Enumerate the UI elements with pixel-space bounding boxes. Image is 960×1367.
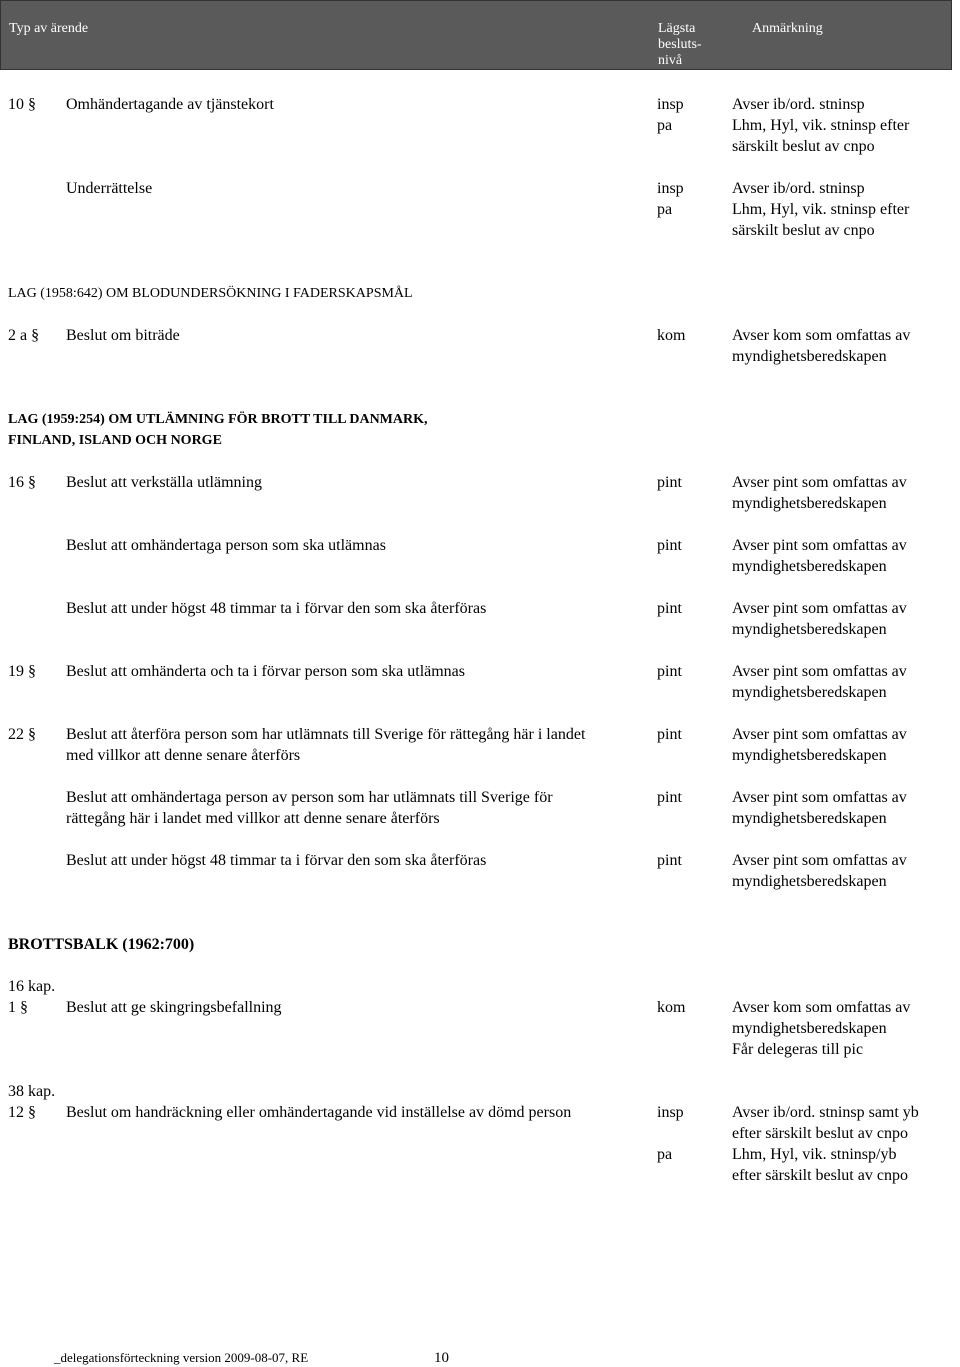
- row-note: Avser pint som omfattas av myndighetsberedskapen: [732, 600, 907, 638]
- section-number: 12 §: [8, 1104, 36, 1121]
- row-level: pint: [657, 663, 682, 680]
- table-header: [0, 0, 952, 70]
- row-text: Beslut att omhänderta och ta i förvar person som ska utlämnas: [66, 663, 466, 680]
- row-note: Avser ib/ord. stninsp samt yb efter särskilt beslut av cnpo Lhm, Hyl, vik. stninsp/yb efter särskilt beslut av cnpo: [732, 1104, 919, 1184]
- row-level: kom: [657, 327, 686, 344]
- row-text: Beslut att ge skingringsbefallning: [66, 999, 282, 1016]
- row-text: Beslut att under högst 48 timmar ta i förvar den som ska återföras: [66, 600, 487, 617]
- row-note: Avser ib/ord. stninsp Lhm, Hyl, vik. stninsp efter särskilt beslut av cnpo: [732, 180, 910, 239]
- row-note: Avser pint som omfattas av myndighetsberedskapen: [732, 726, 907, 764]
- row-level: insp pa: [657, 1104, 684, 1163]
- row-note: Avser pint som omfattas av myndighetsberedskapen: [732, 852, 907, 890]
- section-number: 10 §: [8, 96, 36, 113]
- row-text: Beslut att återföra person som har utlämnats till Sverige för rättegång här i landet med villkor att denne senare återförs: [66, 726, 586, 764]
- row-level: pint: [657, 537, 682, 554]
- section-heading: LAG (1958:642) OM BLODUNDERSÖKNING I FADERSKAPSMÅL: [8, 286, 413, 301]
- section-number: 22 §: [8, 726, 36, 743]
- row-note: Avser pint som omfattas av myndighetsberedskapen: [732, 663, 907, 701]
- row-text: Underrättelse: [66, 180, 153, 197]
- section-number: 16 §: [8, 474, 36, 491]
- row-note: Avser pint som omfattas av myndighetsberedskapen: [732, 474, 907, 512]
- row-text: Beslut om handräckning eller omhändertagande vid inställelse av dömd person: [66, 1104, 572, 1121]
- row-level: pint: [657, 789, 682, 806]
- row-level: kom: [657, 999, 686, 1016]
- row-level: pint: [657, 474, 682, 491]
- section-heading: BROTTSBALK (1962:700): [8, 936, 195, 953]
- row-note: Avser ib/ord. stninsp Lhm, Hyl, vik. stninsp efter särskilt beslut av cnpo: [732, 96, 910, 155]
- chapter-label: 38 kap.: [8, 1083, 56, 1100]
- row-text: Beslut att omhändertaga person av person som har utlämnats till Sverige för rättegång här i landet med villkor att denne senare återförs: [66, 789, 553, 827]
- row-text: Beslut att omhändertaga person som ska utlämnas: [66, 537, 386, 554]
- footer-filename: _delegationsförteckning version 2009-08-07, RE: [54, 1350, 309, 1365]
- row-level: pint: [657, 600, 682, 617]
- header-level: Lägsta besluts- nivå: [658, 21, 702, 68]
- row-level: pint: [657, 852, 682, 869]
- section-number: 19 §: [8, 663, 36, 680]
- header-note: Anmärkning: [752, 21, 823, 36]
- section-number: 2 a §: [8, 327, 40, 344]
- row-text: Beslut om biträde: [66, 327, 180, 344]
- section-heading: LAG (1959:254) OM UTLÄMNING FÖR BROTT TILL DANMARK, FINLAND, ISLAND OCH NORGE: [8, 412, 428, 448]
- chapter-label: 16 kap.: [8, 978, 56, 995]
- row-level: pint: [657, 726, 682, 743]
- row-text: Omhändertagande av tjänstekort: [66, 96, 274, 113]
- row-level: insp pa: [657, 96, 684, 134]
- row-level: insp pa: [657, 180, 684, 218]
- section-number: 1 §: [8, 999, 28, 1016]
- row-text: Beslut att under högst 48 timmar ta i förvar den som ska återföras: [66, 852, 487, 869]
- row-note: Avser kom som omfattas av myndighetsberedskapen Får delegeras till pic: [732, 999, 911, 1058]
- row-note: Avser pint som omfattas av myndighetsberedskapen: [732, 537, 907, 575]
- row-note: Avser kom som omfattas av myndighetsberedskapen: [732, 327, 911, 365]
- row-note: Avser pint som omfattas av myndighetsberedskapen: [732, 789, 907, 827]
- page-number: 10: [434, 1350, 449, 1366]
- row-text: Beslut att verkställa utlämning: [66, 474, 262, 491]
- header-type: Typ av ärende: [9, 21, 89, 36]
